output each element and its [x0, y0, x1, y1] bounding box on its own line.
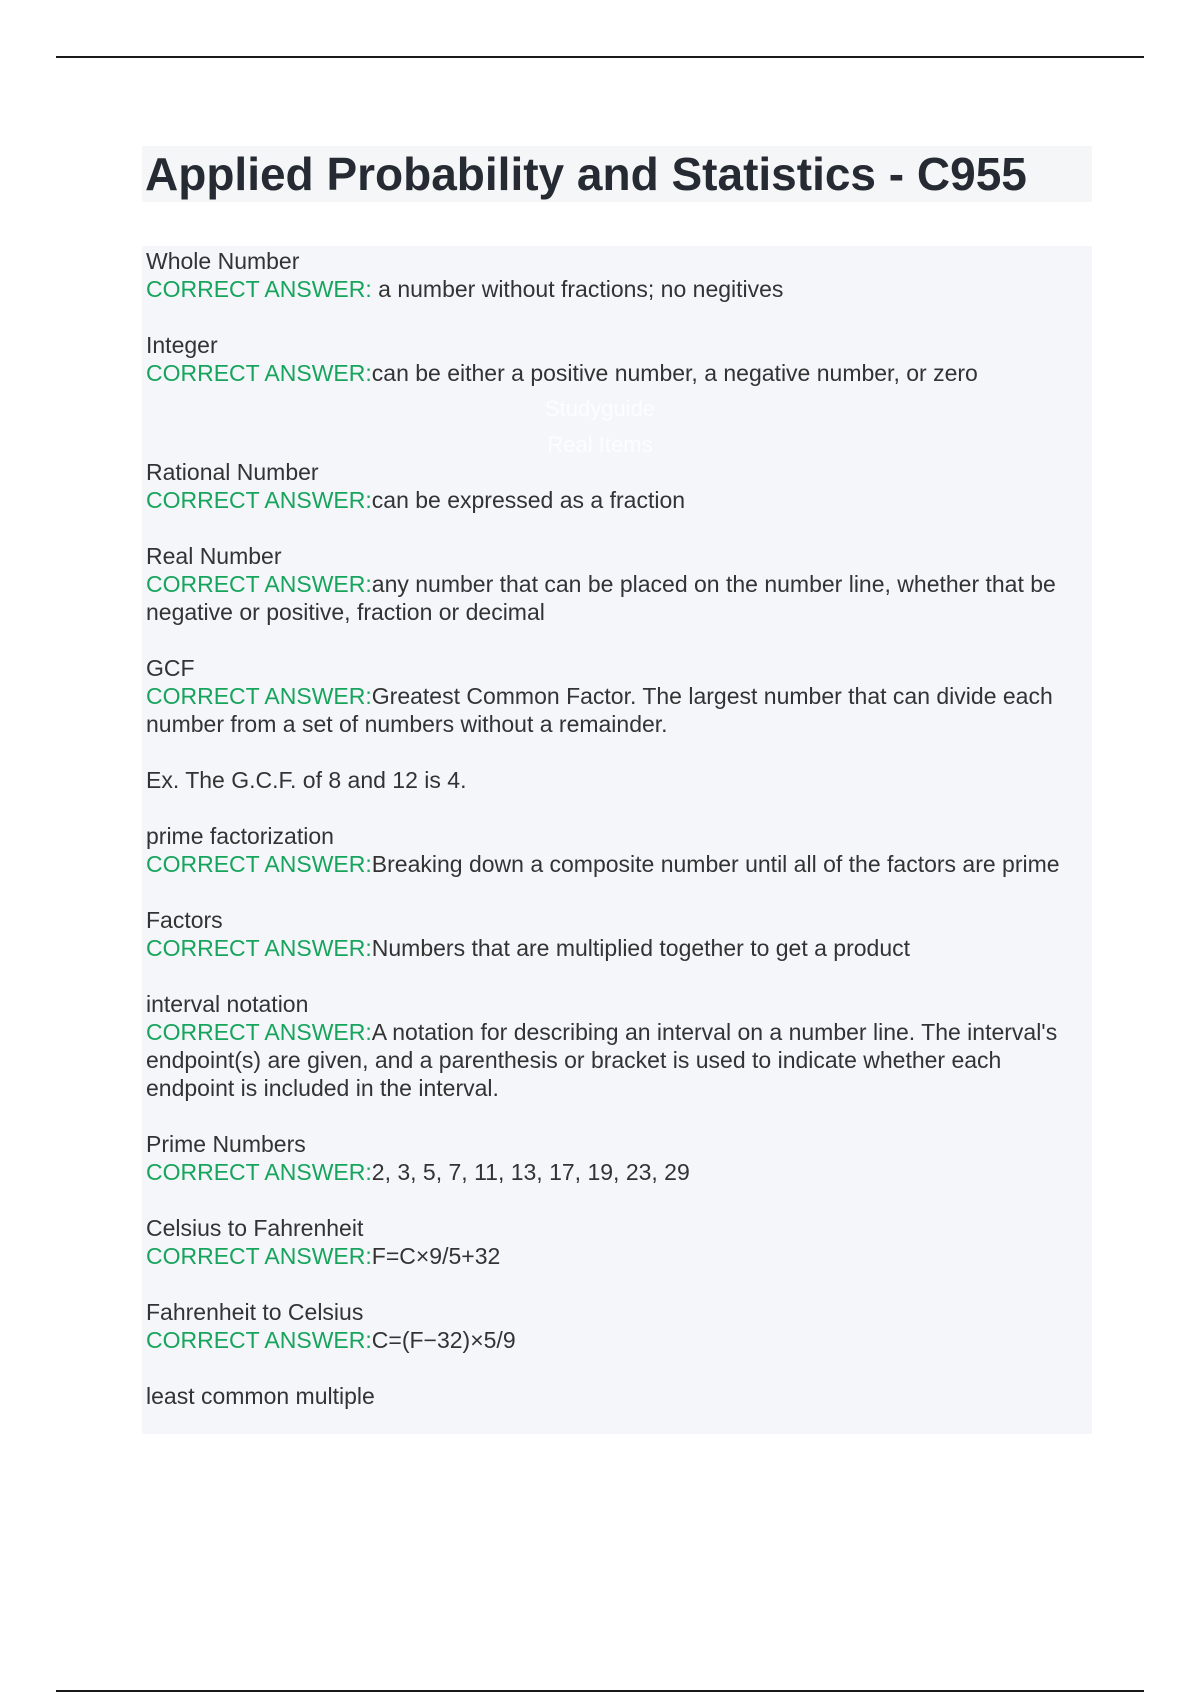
answer-label: CORRECT ANSWER:	[146, 1159, 372, 1185]
answer-text: a number without fractions; no negitives	[378, 276, 784, 302]
answer-label: CORRECT ANSWER:	[146, 487, 372, 513]
term: Rational Number	[146, 459, 319, 485]
answer-text: Greatest Common Factor. The largest number that can divide each number from a set of numbers without a remainder.	[146, 683, 1053, 737]
term: prime factorization	[146, 823, 334, 849]
answer-label: CORRECT ANSWER:	[146, 935, 372, 961]
bottom-rule	[56, 1690, 1144, 1692]
answer-text: Breaking down a composite number until all of the factors are prime	[371, 851, 1060, 877]
answer-label: CORRECT ANSWER:	[146, 1243, 372, 1269]
term: least common multiple	[146, 1383, 375, 1409]
answer-label: CORRECT ANSWER:	[146, 276, 379, 302]
term: Celsius to Fahrenheit	[146, 1215, 364, 1241]
answer-label: CORRECT ANSWER:	[146, 571, 372, 597]
watermark-line-2: Real Items	[547, 432, 653, 457]
qa-entry-real-number	[146, 542, 1092, 626]
watermark-line-1: Studyguide	[544, 396, 656, 421]
term: Whole Number	[146, 248, 300, 274]
qa-entry-factors	[146, 906, 1092, 962]
qa-entry-integer	[146, 331, 1092, 387]
term: Integer	[146, 332, 218, 358]
answer-text: 2, 3, 5, 7, 11, 13, 17, 19, 23, 29	[371, 1159, 690, 1185]
answer-text: can be either a positive number, a negative number, or zero	[371, 360, 978, 386]
qa-entry-celsius-to-fahrenheit	[146, 1214, 1092, 1270]
answer-text: can be expressed as a fraction	[371, 487, 686, 513]
qa-entry-gcf	[146, 654, 1092, 738]
answer-label: CORRECT ANSWER:	[146, 1327, 372, 1353]
term: Factors	[146, 907, 223, 933]
qa-entry-interval-notation	[146, 990, 1092, 1102]
qa-list	[146, 247, 1092, 1410]
gcf-example: Ex. The G.C.F. of 8 and 12 is 4.	[146, 767, 467, 793]
term: Fahrenheit to Celsius	[146, 1299, 364, 1325]
answer-label: CORRECT ANSWER:	[146, 851, 372, 877]
answer-text: F=C×9/5+32	[371, 1243, 501, 1269]
answer-label: CORRECT ANSWER:	[146, 360, 372, 386]
qa-entry-prime-factorization	[146, 822, 1092, 878]
answer-label: CORRECT ANSWER:	[146, 683, 372, 709]
term: interval notation	[146, 991, 309, 1017]
qa-entry-fahrenheit-to-celsius	[146, 1298, 1092, 1354]
answer-label: CORRECT ANSWER:	[146, 1019, 372, 1045]
answer-text: C=(F−32)×5/9	[371, 1327, 516, 1353]
qa-entry-whole-number	[146, 247, 1092, 303]
answer-text: A notation for describing an interval on a number line. The interval's endpoint(s) are given, and a parenthesis or bracket is used to indicate whether each endpoint is included in the interval.	[146, 1019, 1058, 1101]
answer-text: Numbers that are multiplied together to get a product	[371, 935, 911, 961]
answer-text: any number that can be placed on the number line, whether that be negative or positive, fraction or decimal	[146, 571, 1056, 625]
term: GCF	[146, 655, 195, 681]
term: Prime Numbers	[146, 1131, 306, 1157]
top-rule	[56, 56, 1144, 58]
qa-entry-prime-numbers	[146, 1130, 1092, 1186]
term: Real Number	[146, 543, 282, 569]
page-title: Applied Probability and Statistics - C955	[145, 148, 1027, 200]
qa-entry-rational-number	[146, 458, 1092, 514]
qa-entry-least-common-multiple	[146, 1382, 1092, 1410]
